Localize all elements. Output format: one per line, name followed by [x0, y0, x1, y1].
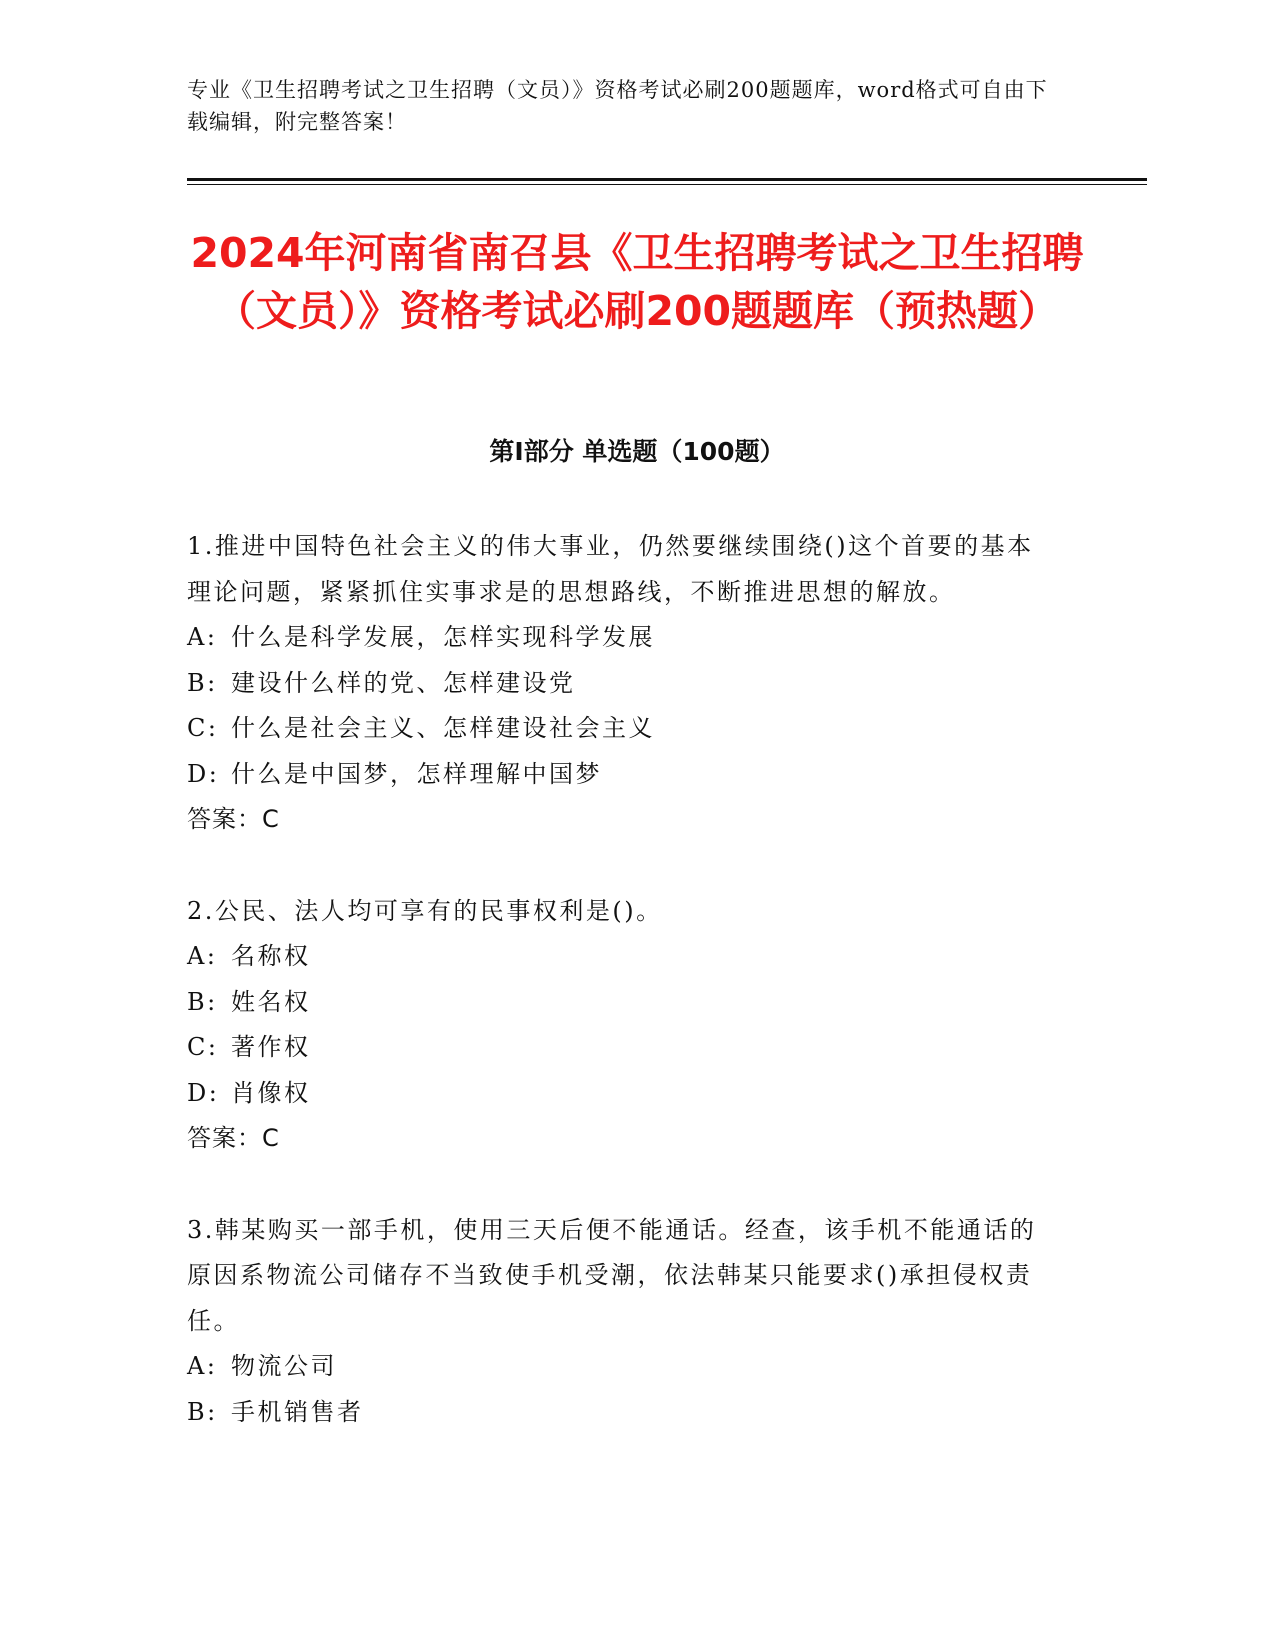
answer-value: C — [262, 805, 280, 833]
option-text: 什么是中国梦，怎样理解中国梦 — [231, 759, 602, 788]
answer-line — [187, 1116, 1057, 1162]
option-text: 名称权 — [231, 942, 311, 970]
option-c — [187, 706, 1057, 752]
option-text: 手机销售者 — [231, 1397, 364, 1426]
option-key: D: — [187, 1078, 220, 1107]
answer-line — [187, 797, 1057, 843]
question-list — [187, 524, 1057, 1481]
section-heading: 第I部分 单选题（100题） — [489, 437, 785, 466]
option-text: 建设什么样的党、怎样建设党 — [231, 668, 576, 697]
document-title: 2024年河南省南召县《卫生招聘考试之卫生招聘（文员）》资格考试必刷200题题库（预热题） — [190, 229, 1084, 335]
option-text: 什么是社会主义、怎样建设社会主义 — [231, 714, 655, 742]
option-key: C: — [187, 714, 219, 742]
option-key: C: — [187, 1033, 219, 1061]
option-text: 物流公司 — [231, 1352, 337, 1380]
option-key: B: — [187, 668, 218, 697]
option-b — [187, 661, 1057, 707]
option-d — [187, 752, 1057, 798]
answer-prefix: 答案： — [187, 805, 262, 833]
option-key: A: — [187, 1352, 218, 1380]
option-key: B: — [187, 987, 218, 1016]
option-a — [187, 1344, 1057, 1390]
question-stem: 2.公民、法人均可享有的民事权利是()。 — [187, 896, 663, 925]
header-rule-thin — [187, 184, 1147, 185]
option-key: B: — [187, 1397, 218, 1426]
header-note: 专业《卫生招聘考试之卫生招聘（文员）》资格考试必刷200题题库，word格式可自由下载编辑，附完整答案！ — [187, 78, 1048, 134]
question-stem: 1.推进中国特色社会主义的伟大事业，仍然要继续围绕()这个首要的基本理论问题，紧紧抓住实事求是的思想路线，不断推进思想的解放。 — [187, 532, 1034, 606]
question-3 — [187, 1208, 1057, 1436]
question-1 — [187, 524, 1057, 843]
option-c — [187, 1025, 1057, 1071]
option-a — [187, 934, 1057, 980]
header-rule-thick — [187, 178, 1147, 181]
option-b — [187, 980, 1057, 1026]
option-text: 肖像权 — [231, 1078, 311, 1107]
option-key: D: — [187, 759, 220, 788]
answer-value: C — [262, 1124, 280, 1152]
option-key: A: — [187, 942, 218, 970]
option-key: A: — [187, 623, 218, 651]
option-d — [187, 1071, 1057, 1117]
answer-prefix: 答案： — [187, 1124, 262, 1152]
option-a — [187, 615, 1057, 661]
option-text: 什么是科学发展，怎样实现科学发展 — [231, 623, 655, 651]
option-text: 姓名权 — [231, 987, 311, 1016]
option-text: 著作权 — [231, 1033, 311, 1061]
question-stem: 3.韩某购买一部手机，使用三天后便不能通话。经查，该手机不能通话的原因系物流公司储存不当致使手机受潮，依法韩某只能要求()承担侵权责任。 — [187, 1215, 1037, 1335]
option-b — [187, 1390, 1057, 1436]
question-2 — [187, 889, 1057, 1162]
